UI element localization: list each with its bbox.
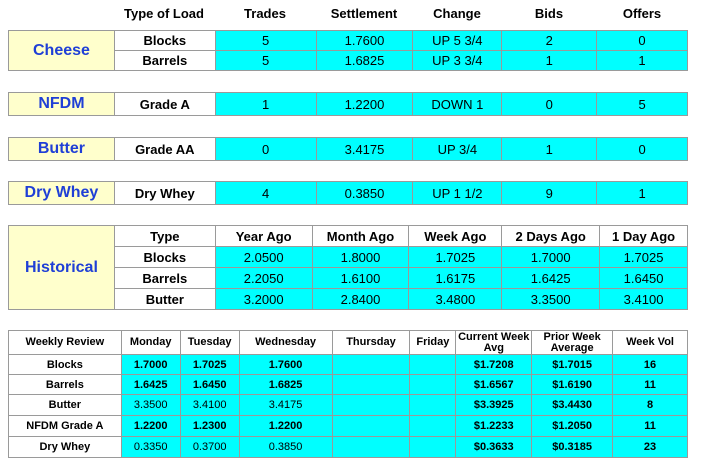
category-nfdm: NFDM bbox=[9, 93, 115, 116]
header-offers: Offers bbox=[622, 6, 662, 21]
trades-value: 5 bbox=[215, 31, 316, 51]
load-type: Barrels bbox=[114, 51, 215, 71]
week-vol: 16 bbox=[613, 355, 688, 375]
offers-value: 0 bbox=[597, 31, 688, 51]
monday-value: 1.6425 bbox=[121, 375, 180, 395]
header-change: Change bbox=[433, 6, 481, 21]
cell-value: 1.7025 bbox=[600, 247, 688, 268]
load-type: Grade A bbox=[114, 93, 215, 116]
nfdm-table bbox=[8, 92, 688, 116]
table-row bbox=[9, 331, 688, 355]
change-value: UP 3 3/4 bbox=[413, 51, 502, 71]
monday-value: 1.2200 bbox=[121, 416, 180, 437]
thursday-value bbox=[332, 437, 410, 458]
trades-value: 4 bbox=[215, 182, 316, 205]
monday-value: 3.3500 bbox=[121, 395, 180, 416]
current-week-avg: $0.3633 bbox=[456, 437, 532, 458]
load-type: Blocks bbox=[114, 31, 215, 51]
change-value: DOWN 1 bbox=[413, 93, 502, 116]
current-week-avg: $1.2233 bbox=[456, 416, 532, 437]
wednesday-value: 1.7600 bbox=[239, 355, 332, 375]
row-label: Barrels bbox=[9, 375, 122, 395]
table-row bbox=[9, 395, 688, 416]
category-dry-whey: Dry Whey bbox=[9, 182, 115, 205]
table-row bbox=[9, 437, 688, 458]
table-row bbox=[9, 182, 688, 205]
column-header: Tuesday bbox=[180, 331, 239, 355]
table-row bbox=[9, 31, 688, 51]
table-row bbox=[9, 355, 688, 375]
column-header: Year Ago bbox=[215, 226, 312, 247]
bids-value: 0 bbox=[502, 93, 597, 116]
table-row bbox=[9, 375, 688, 395]
category-historical: Historical bbox=[9, 226, 115, 310]
tuesday-value: 1.2300 bbox=[180, 416, 239, 437]
cell-value: 2.0500 bbox=[215, 247, 312, 268]
current-week-avg: $1.7208 bbox=[456, 355, 532, 375]
change-value: UP 3/4 bbox=[413, 138, 502, 161]
week-vol: 23 bbox=[613, 437, 688, 458]
cell-value: 1.6100 bbox=[312, 268, 409, 289]
friday-value bbox=[410, 395, 456, 416]
prior-week-avg: $1.7015 bbox=[532, 355, 613, 375]
thursday-value bbox=[332, 416, 410, 437]
settlement-value: 1.7600 bbox=[316, 31, 413, 51]
tuesday-value: 0.3700 bbox=[180, 437, 239, 458]
bids-value: 2 bbox=[502, 31, 597, 51]
cell-value: 1.7000 bbox=[502, 247, 600, 268]
column-header: Week Vol bbox=[613, 331, 688, 355]
wednesday-value: 1.6825 bbox=[239, 375, 332, 395]
offers-value: 5 bbox=[597, 93, 688, 116]
column-header: Friday bbox=[410, 331, 456, 355]
column-header: Prior Week Average bbox=[532, 331, 613, 355]
thursday-value bbox=[332, 355, 410, 375]
change-value: UP 1 1/2 bbox=[413, 182, 502, 205]
whey-table bbox=[8, 181, 688, 205]
friday-value bbox=[410, 437, 456, 458]
cheese-table bbox=[8, 30, 688, 71]
prior-week-avg: $1.6190 bbox=[532, 375, 613, 395]
prior-week-avg: $3.4430 bbox=[532, 395, 613, 416]
column-header: Week Ago bbox=[409, 226, 502, 247]
trades-value: 1 bbox=[215, 93, 316, 116]
row-label: Blocks bbox=[9, 355, 122, 375]
offers-value: 1 bbox=[597, 182, 688, 205]
bids-value: 1 bbox=[502, 138, 597, 161]
cell-value: 3.4100 bbox=[600, 289, 688, 310]
column-header: Type bbox=[114, 226, 215, 247]
row-label: Dry Whey bbox=[9, 437, 122, 458]
column-header: Month Ago bbox=[312, 226, 409, 247]
table-row bbox=[9, 226, 688, 247]
settlement-value: 0.3850 bbox=[316, 182, 413, 205]
current-week-avg: $3.3925 bbox=[456, 395, 532, 416]
column-header: 2 Days Ago bbox=[502, 226, 600, 247]
friday-value bbox=[410, 416, 456, 437]
tuesday-value: 3.4100 bbox=[180, 395, 239, 416]
current-week-avg: $1.6567 bbox=[456, 375, 532, 395]
cell-value: 3.2000 bbox=[215, 289, 312, 310]
row-label: Blocks bbox=[114, 247, 215, 268]
column-header: 1 Day Ago bbox=[600, 226, 688, 247]
monday-value: 0.3350 bbox=[121, 437, 180, 458]
prior-week-avg: $0.3185 bbox=[532, 437, 613, 458]
cell-value: 3.4800 bbox=[409, 289, 502, 310]
cell-value: 1.6175 bbox=[409, 268, 502, 289]
table-row bbox=[9, 138, 688, 161]
row-label: Butter bbox=[114, 289, 215, 310]
offers-value: 1 bbox=[597, 51, 688, 71]
cell-value: 3.3500 bbox=[502, 289, 600, 310]
header-settlement: Settlement bbox=[330, 6, 398, 21]
change-value: UP 5 3/4 bbox=[413, 31, 502, 51]
column-header: Thursday bbox=[332, 331, 410, 355]
trades-value: 0 bbox=[215, 138, 316, 161]
row-label: Barrels bbox=[114, 268, 215, 289]
header-trades: Trades bbox=[244, 6, 286, 21]
header-type-of-load: Type of Load bbox=[124, 6, 204, 21]
settlement-value: 1.6825 bbox=[316, 51, 413, 71]
column-header: Monday bbox=[121, 331, 180, 355]
column-header: Weekly Review bbox=[9, 331, 122, 355]
cell-value: 2.2050 bbox=[215, 268, 312, 289]
row-label: Butter bbox=[9, 395, 122, 416]
prior-week-avg: $1.2050 bbox=[532, 416, 613, 437]
load-type: Grade AA bbox=[114, 138, 215, 161]
weekly-review-table bbox=[8, 330, 688, 458]
load-type: Dry Whey bbox=[114, 182, 215, 205]
week-vol: 8 bbox=[613, 395, 688, 416]
cell-value: 1.7025 bbox=[409, 247, 502, 268]
settlement-value: 3.4175 bbox=[316, 138, 413, 161]
friday-value bbox=[410, 355, 456, 375]
column-header: Wednesday bbox=[239, 331, 332, 355]
wednesday-value: 1.2200 bbox=[239, 416, 332, 437]
monday-value: 1.7000 bbox=[121, 355, 180, 375]
cell-value: 1.6450 bbox=[600, 268, 688, 289]
settlement-value: 1.2200 bbox=[316, 93, 413, 116]
thursday-value bbox=[332, 395, 410, 416]
tuesday-value: 1.7025 bbox=[180, 355, 239, 375]
table-row bbox=[9, 93, 688, 116]
cell-value: 1.6425 bbox=[502, 268, 600, 289]
row-label: NFDM Grade A bbox=[9, 416, 122, 437]
cell-value: 1.8000 bbox=[312, 247, 409, 268]
column-header: Current Week Avg bbox=[456, 331, 532, 355]
table-row bbox=[9, 416, 688, 437]
tuesday-value: 1.6450 bbox=[180, 375, 239, 395]
friday-value bbox=[410, 375, 456, 395]
bids-value: 1 bbox=[502, 51, 597, 71]
wednesday-value: 3.4175 bbox=[239, 395, 332, 416]
thursday-value bbox=[332, 375, 410, 395]
header-bids: Bids bbox=[534, 6, 564, 21]
category-cheese: Cheese bbox=[9, 31, 115, 71]
cell-value: 2.8400 bbox=[312, 289, 409, 310]
week-vol: 11 bbox=[613, 416, 688, 437]
bids-value: 9 bbox=[502, 182, 597, 205]
historical-table bbox=[8, 225, 688, 310]
butter-table bbox=[8, 137, 688, 161]
category-butter: Butter bbox=[9, 138, 115, 161]
offers-value: 0 bbox=[597, 138, 688, 161]
trades-value: 5 bbox=[215, 51, 316, 71]
week-vol: 11 bbox=[613, 375, 688, 395]
wednesday-value: 0.3850 bbox=[239, 437, 332, 458]
